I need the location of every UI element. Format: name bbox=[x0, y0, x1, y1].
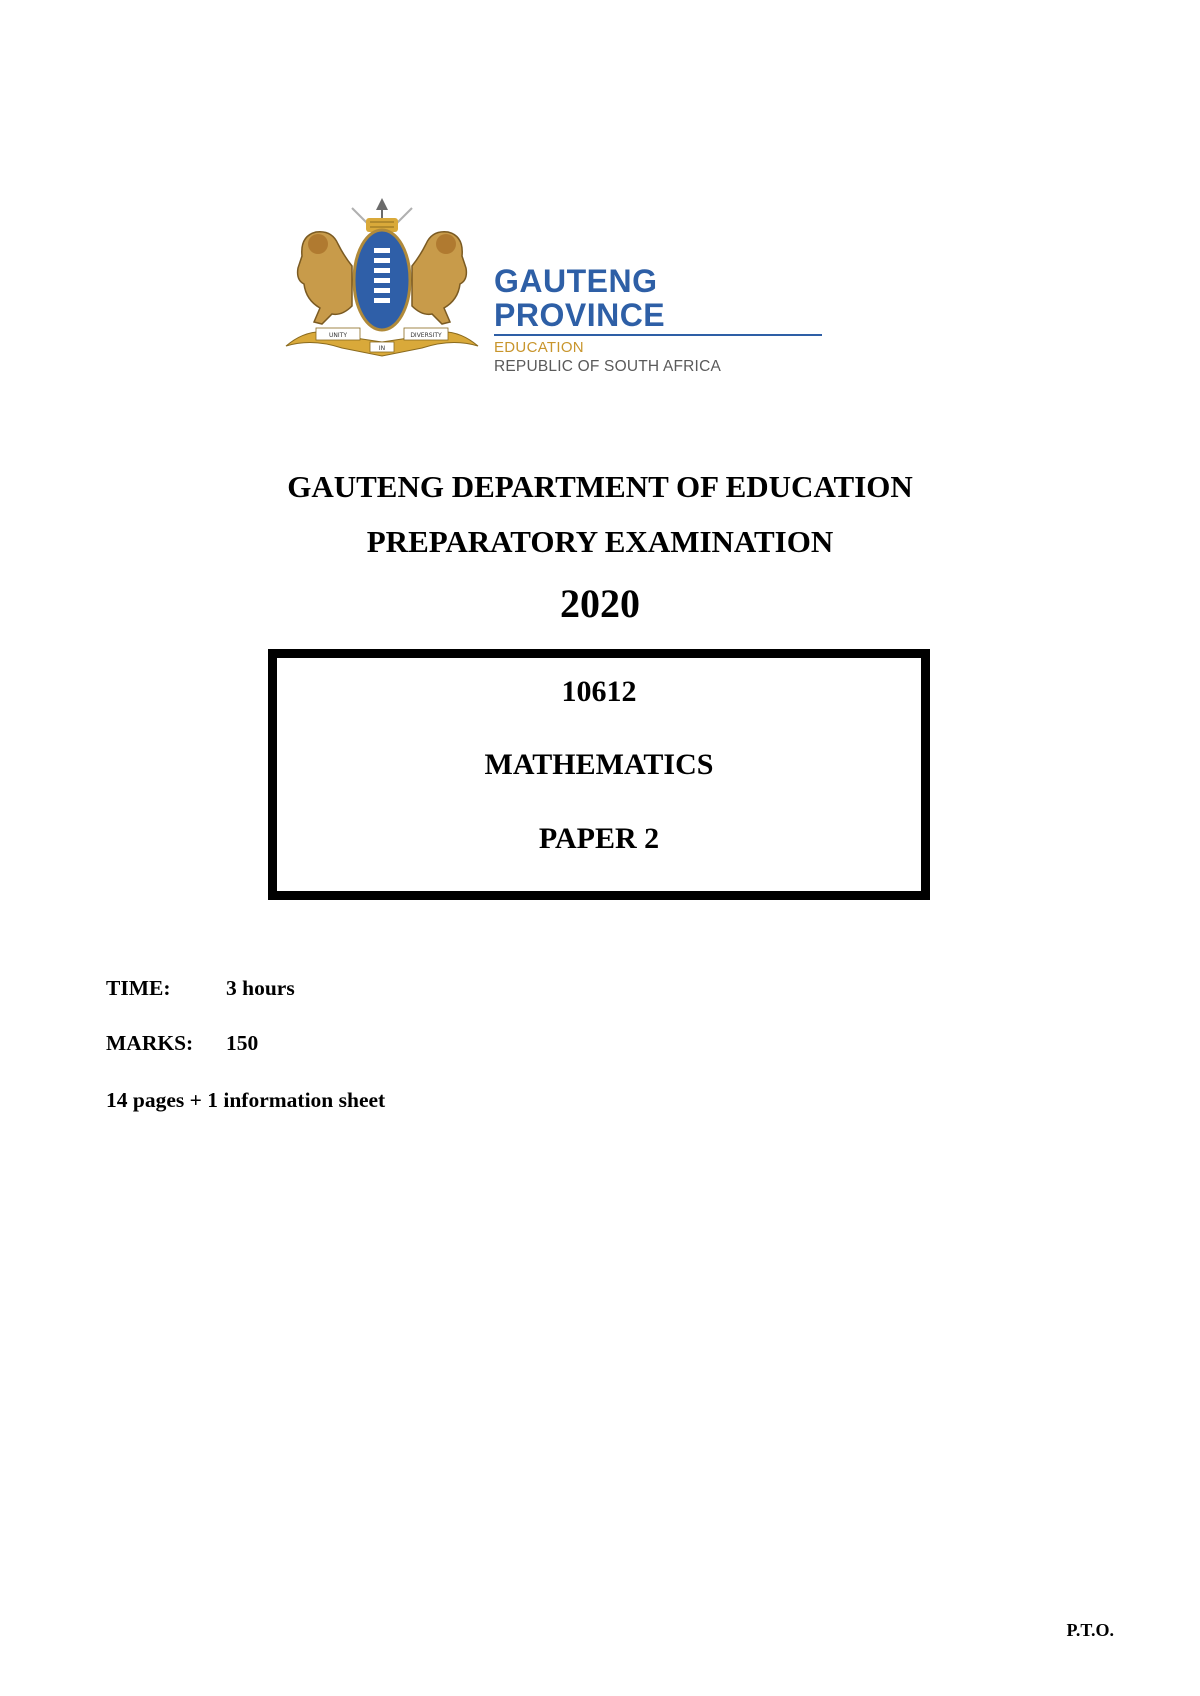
logo-republic: REPUBLIC OF SOUTH AFRICA bbox=[494, 358, 721, 375]
marks-label: MARKS: bbox=[106, 1031, 194, 1055]
marks-row bbox=[106, 1031, 258, 1056]
exam-heading: PREPARATORY EXAMINATION bbox=[366, 524, 834, 559]
exam-year: 2020 bbox=[560, 581, 640, 626]
gauteng-logo bbox=[282, 196, 822, 375]
paper-number: PAPER 2 bbox=[538, 822, 660, 855]
logo-education: EDUCATION bbox=[494, 339, 584, 356]
pto-note: P.T.O. bbox=[1066, 1620, 1114, 1640]
subject-box bbox=[268, 649, 930, 900]
time-value: 3 hours bbox=[226, 976, 295, 1000]
logo-province: GAUTENG PROVINCE bbox=[494, 264, 822, 336]
time-row bbox=[106, 976, 295, 1001]
marks-value: 150 bbox=[226, 1031, 259, 1055]
subject-name: MATHEMATICS bbox=[484, 748, 714, 781]
logo-text bbox=[494, 264, 822, 377]
crest-motto-right: DIVERSITY bbox=[410, 332, 442, 339]
crest-motto-left: UNITY bbox=[329, 332, 347, 339]
department-heading: GAUTENG DEPARTMENT OF EDUCATION bbox=[287, 469, 913, 504]
subject-code: 10612 bbox=[561, 675, 637, 708]
pages-info: 14 pages + 1 information sheet bbox=[106, 1088, 386, 1112]
time-label: TIME: bbox=[106, 976, 171, 1000]
coat-of-arms-icon bbox=[282, 196, 482, 366]
crest-motto-center: IN bbox=[378, 345, 386, 352]
